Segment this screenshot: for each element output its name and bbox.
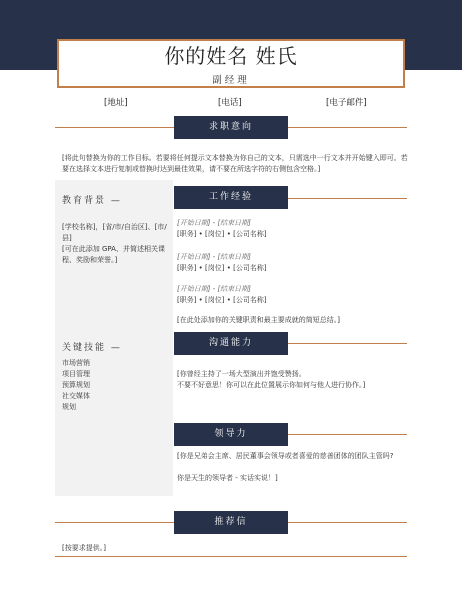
communication-line-2[interactable]: 不要不好意思！你可以在此位置展示你如何与他人进行协作。] <box>177 381 366 389</box>
bottom-divider <box>55 556 407 557</box>
experience-summary[interactable]: [在此处添加你的关键职责和最主要成就的简短总结。] <box>177 316 340 324</box>
job-entry <box>177 252 267 274</box>
job-title[interactable]: 副经理 <box>212 75 250 86</box>
skill-item[interactable]: 预算规划 <box>62 381 90 389</box>
objective-heading: 求职意向 <box>174 116 288 139</box>
skill-item[interactable]: 市场营销 <box>62 359 90 367</box>
job-date[interactable]: [开始日期] - [结束日期] <box>177 285 251 293</box>
education-heading-label: 教育背景 <box>62 196 107 206</box>
communication-heading: 沟通能力 <box>174 332 288 355</box>
experience-heading: 工作经验 <box>174 186 288 209</box>
skill-item[interactable]: 项目管理 <box>62 370 90 378</box>
education-details[interactable]: [可在此添加 GPA、并简述相关课程、奖励和荣誉。] <box>62 245 165 264</box>
job-date[interactable]: [开始日期] - [结束日期] <box>177 253 251 261</box>
leadership-line-2[interactable]: 你是天生的领导者 - 实话实说！] <box>177 474 278 482</box>
references-text[interactable]: [按要求提供。] <box>62 544 106 552</box>
references-heading: 推荐信 <box>174 511 288 534</box>
contact-phone[interactable]: [电话] <box>218 98 242 108</box>
skills-heading-label: 关键技能 <box>62 343 107 353</box>
contact-email[interactable]: [电子邮件] <box>326 98 367 108</box>
job-role[interactable]: [职务] • [岗位] • [公司名称] <box>177 296 267 304</box>
job-date[interactable]: [开始日期] - [结束日期] <box>177 219 251 227</box>
job-entry <box>177 218 267 240</box>
objective-text[interactable]: [将此句替换为你的工作目标。若要将任何提示文本替换为你自己的文本，只需选中一行文本并开始键入即可。若要在选择文本进行复制或替换时达到最佳效果，请不要在所选字符的右侧包含空格。] <box>62 154 408 173</box>
education-school[interactable]: [学校名称]，[省/市/自治区]、[市/县] <box>62 223 167 242</box>
job-role[interactable]: [职务] • [岗位] • [公司名称] <box>177 230 267 238</box>
job-role[interactable]: [职务] • [岗位] • [公司名称] <box>177 264 267 272</box>
communication-line-1[interactable]: [你曾经主持了一场大型演出并饱受赞扬。 <box>177 370 306 378</box>
contact-address[interactable]: [地址] <box>104 98 128 108</box>
education-heading: 教育背景 — <box>62 196 122 206</box>
skills-list <box>62 358 90 413</box>
job-entry <box>177 284 267 306</box>
leadership-heading: 领导力 <box>174 423 288 446</box>
skills-heading: 关键技能 — <box>62 343 122 353</box>
skill-item[interactable]: 规划 <box>62 403 76 411</box>
leadership-line-1[interactable]: [你是兄弟会主席、居民董事会领导或者喜爱的慈善团体的团队主管吗? <box>177 452 394 460</box>
skill-item[interactable]: 社交媒体 <box>62 392 90 400</box>
full-name[interactable]: 你的姓名 姓氏 <box>164 44 298 68</box>
